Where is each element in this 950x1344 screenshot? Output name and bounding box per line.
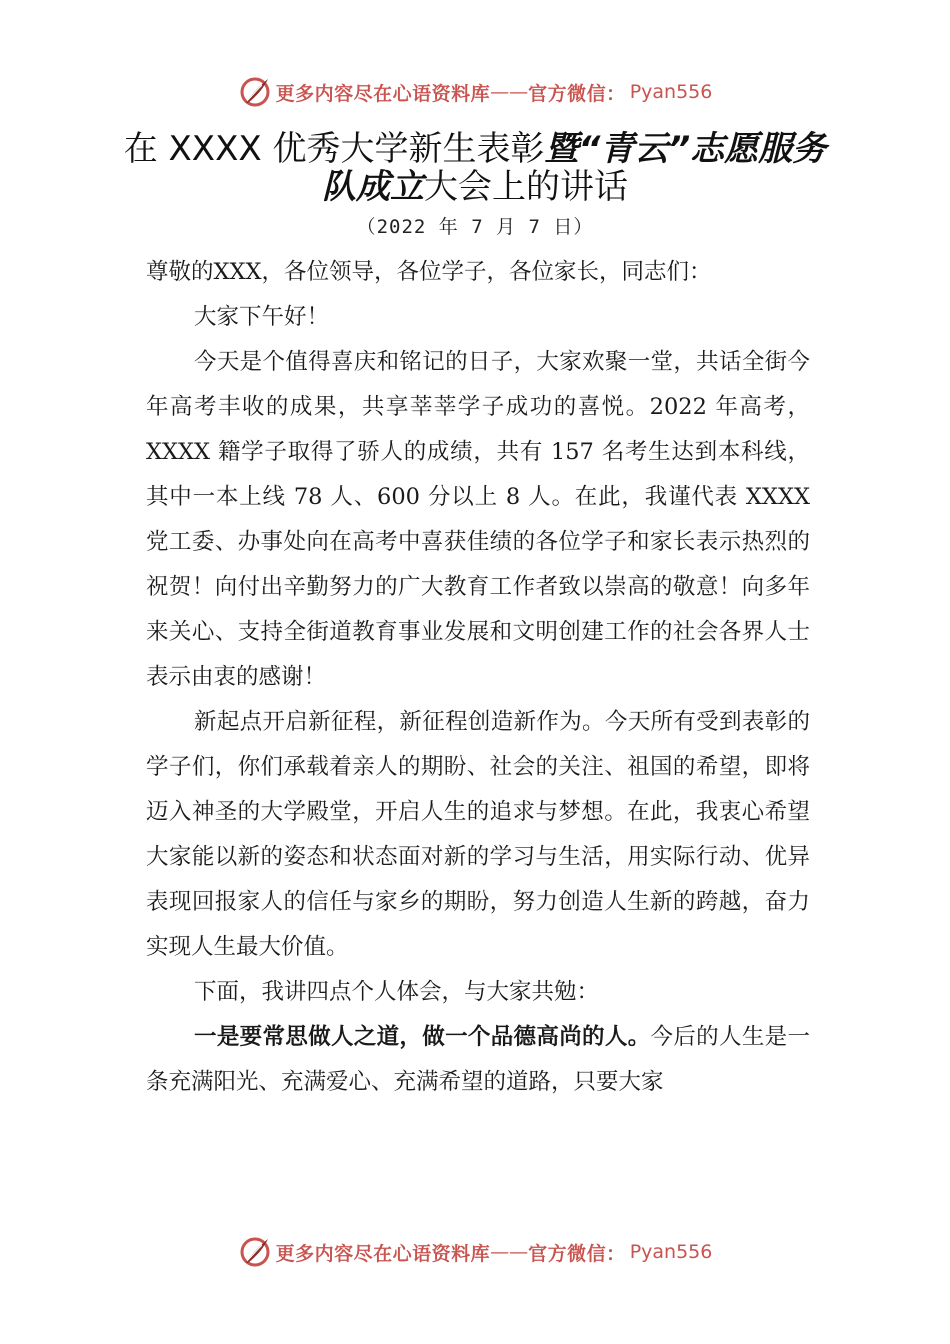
header-separator: —— xyxy=(490,81,529,103)
footer-wechat-label: 官方微信： xyxy=(528,1242,626,1265)
footer-separator: —— xyxy=(490,1241,529,1263)
paragraph: 大家下午好！ xyxy=(194,304,330,330)
header-wechat-id: Pyan556 xyxy=(629,81,713,103)
title-part1: 在 XXXX 优秀大学新生表彰 xyxy=(123,129,545,169)
title-part2-bold: 暨“青云”志愿服务队成立 xyxy=(322,129,827,207)
title-part3: 大会上的讲话 xyxy=(424,167,628,207)
header-text: 更多内容尽在心语资料库 xyxy=(275,82,491,105)
salutation: 尊敬的XXX，各位领导，各位学子，各位家长，同志们： xyxy=(146,259,712,285)
document-body xyxy=(146,250,810,1105)
paragraph: 下面，我讲四点个人体会，与大家共勉： xyxy=(194,979,600,1005)
quill-logo-icon xyxy=(238,1235,272,1269)
paragraph: 新起点开启新征程，新征程创造新作为。今天所有受到表彰的学子们，你们承载着亲人的期盼、社会的关注、祖国的希望，即将迈入神圣的大学殿堂，开启人生的追求与梦想。在此，我衷心希望大家能以新的姿态和状态面对新的学习与生活，用实际行动、优异表现回报家人的信任与家乡的期盼，努力创造人生新的跨越，奋力实现人生最大价值。 xyxy=(146,709,810,960)
footer-banner xyxy=(0,1232,950,1272)
point-one-paragraph xyxy=(146,1015,810,1105)
quill-logo-icon xyxy=(238,75,272,109)
point-one-heading: 一是要常思做人之道，做一个品德高尚的人。 xyxy=(194,1024,651,1050)
point-one-text: 今后的人生是一条充满阳光、充满爱心、充满希望的道路，只要大家 xyxy=(146,1024,810,1095)
header-banner xyxy=(0,72,950,112)
footer-wechat-id: Pyan556 xyxy=(629,1241,713,1263)
paragraph: 今天是个值得喜庆和铭记的日子，大家欢聚一堂，共话全街今年高考丰收的成果，共享莘莘学子成功的喜悦。2022 年高考，XXXX 籍学子取得了骄人的成绩，共有 157 名考生达到本科线，其中一本上线 78 人、600 分以上 8 人。在此，我谨代表 XXXX 党工委、办事处向在高考中喜获佳绩的各位学子和家长表示热烈的祝贺！向付出辛勤努力的广大教育工作者致以崇高的敬意！向多年来关心、支持全街道教育事业发展和文明创建工作的社会各界人士表示由衷的感谢！ xyxy=(146,349,810,690)
document-title xyxy=(110,130,840,206)
header-wechat-label: 官方微信： xyxy=(528,82,626,105)
footer-text: 更多内容尽在心语资料库 xyxy=(275,1242,491,1265)
document-date: （2022 年 7 月 7 日） xyxy=(356,216,594,238)
